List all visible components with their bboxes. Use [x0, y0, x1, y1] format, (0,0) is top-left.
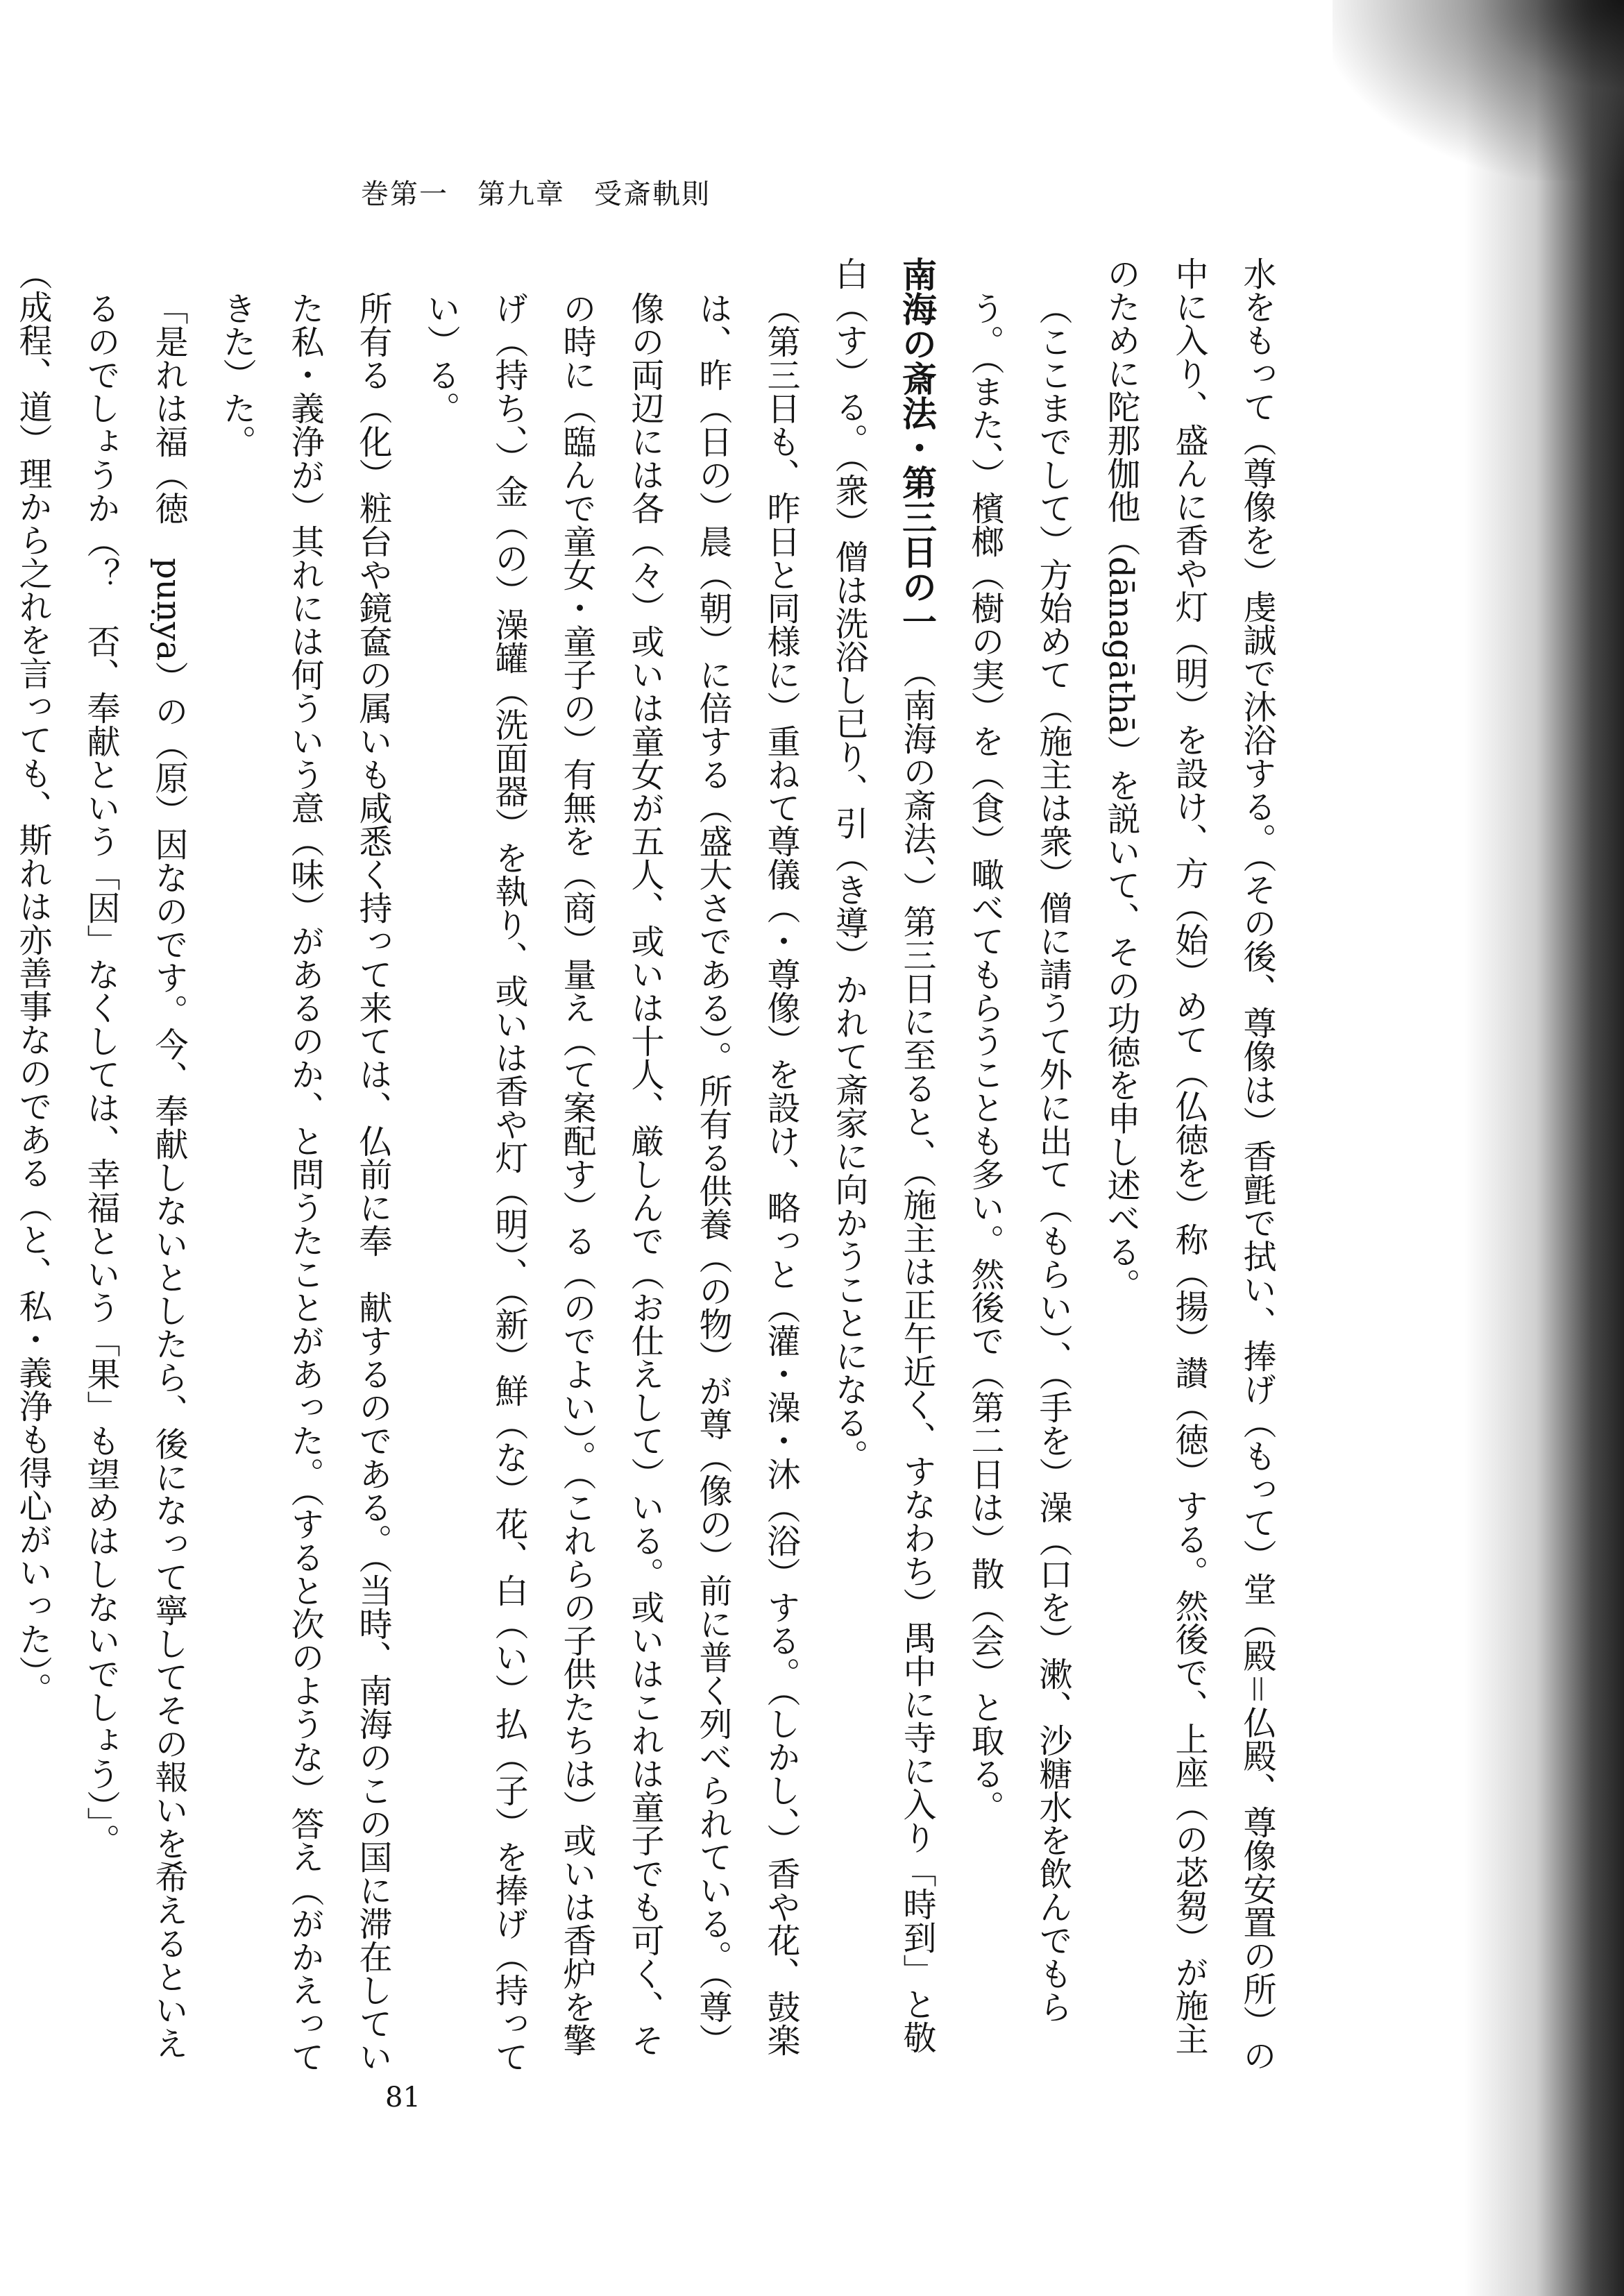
paragraph: 水をもって（尊像を）虔誠で沐浴する。（その後、尊像は）香氈で拭い、捧げ（もって）堂（殿＝仏殿、尊像安置の所）の中に入り、盛んに香や灯（明）を設け、方（始）めて（仏徳を）称（揚）讃（徳）する。然後で、上座（の苾芻）が施主のために陀那伽他（dānagāthā）を説いて、その功徳を申し述べる。: [1101, 257, 1276, 2072]
paragraph: （成程、道）理から之れを言っても、斯れは亦善事なのである（と、私・義浄も得心がいった）。: [13, 257, 52, 1706]
section-intro: （南海の斎法、）第三日に至ると、（施主は正午近く、すなわち）禺中に寺に入り「時到」と敬 白（す）る。（衆）僧は洗浴し已り、引（き導）かれて斎家に向かうことになる。: [829, 257, 936, 2087]
scan-edge-shadow: [1464, 0, 1624, 2296]
section-heading: 南海の斎法・第三日の一: [897, 257, 937, 638]
paragraph: （ここまでして）方始めて（施主は衆）僧に請うて外に出て（もらい）、（手を）澡（口を）漱、沙糖水を飲んでもらう。（また、）檳榔（樹の実）を（食）噉べてもらうことも多い。然後で（第二日は）散（会）と取る。: [965, 291, 1072, 2023]
paragraph: 所有る（化）粧台や鏡奩の属いも咸悉く持って来ては、仏前に奉 献するのである。（当時、南海のこの国に滞在していた私・義浄が）其れには何ういう意（味）があるのか、と問うたことがあった。（すると次のような）答え（がかえってきた）た。: [217, 291, 392, 2073]
paragraph: 「是れは福（徳 puṇya）の（原）因なのです。今、奉献しないとしたら、後になって寧してその報いを希えるといえるのでしょうか（？ 否、奉献という「因」なくしては、幸福という「果」も望めはしないでしょう）」。: [81, 291, 188, 2060]
running-head: 巻第一 第九章 受斎軌則: [361, 178, 711, 210]
paragraph: （第三日も、昨日と同様に）重ねて尊儀（・尊像）を設け、略っと（灌・澡・沐（浴）する。（しかし、）香や花、鼓楽は、昨（日の）晨（朝）に倍する（盛大さである）。所有る供養（の物）が尊（像の）前に普く列べられている。（尊）像の両辺には各（々）或いは童女が五人、或いは十人、厳しんで（お仕えして）いる。或いはこれは童子でも可く、その時に（臨んで童女・童子の）有無を（商）量え（て案配す）る（のでよい）。（これらの子供たちは）或いは香炉を擎げ（持ち、）金（の）澡罐（洗面器）を執り、或いは香や灯（明）、（新）鮮（な）花、白（い）払（子）を捧げ（持ってい）る。: [421, 291, 800, 2073]
body-text: [13, 257, 1291, 2087]
section-paragraph: [815, 257, 951, 2087]
scan-corner-shadow: [1333, 0, 1624, 180]
page-number: 81: [385, 2082, 421, 2114]
